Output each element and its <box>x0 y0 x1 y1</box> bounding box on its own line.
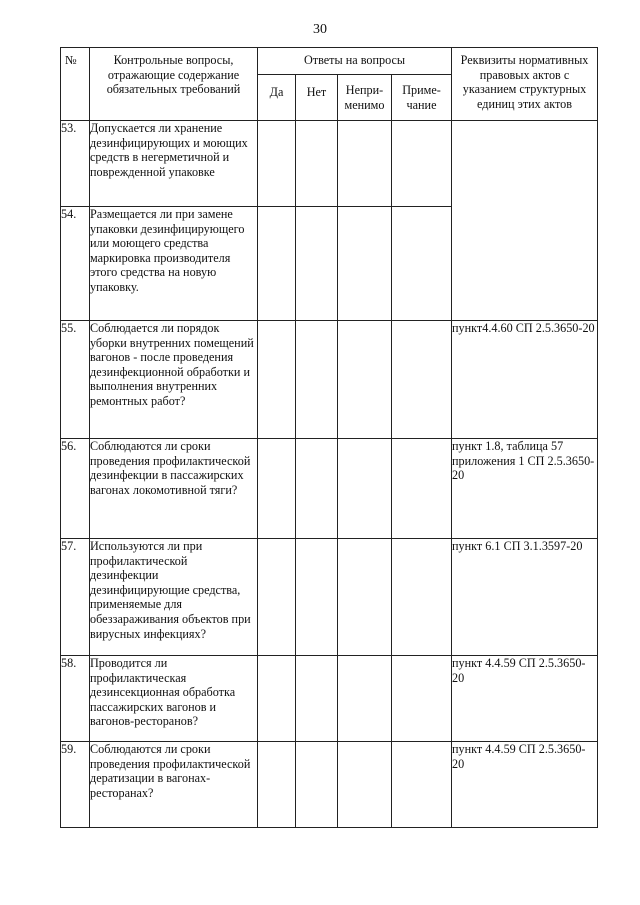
answer-note-cell[interactable] <box>392 439 452 539</box>
row-number: 59. <box>61 742 90 828</box>
row-reference: пункт 4.4.59 СП 2.5.3650-20 <box>452 742 598 828</box>
row-question: Проводится ли профилактическая дезинсекционная обработка пассажирских вагонов и вагонов-ресторанов? <box>90 656 258 742</box>
page-number: 30 <box>313 22 327 37</box>
answer-note-cell[interactable] <box>392 121 452 207</box>
row-number: 54. <box>61 207 90 321</box>
answer-note-cell[interactable] <box>392 656 452 742</box>
row-reference: пункт4.4.60 СП 2.5.3650-20 <box>452 321 598 439</box>
row-question: Соблюдается ли порядок уборки внутренних помещений вагонов - после проведения дезинфекционной обработки и выполнения внутренних ремонтных работ? <box>90 321 258 439</box>
row-question: Соблюдаются ли сроки проведения профилактической дезинфекции в пассажирских вагонах локомотивной тяги? <box>90 439 258 539</box>
answer-not-applicable-cell[interactable] <box>338 121 392 207</box>
answer-no-cell[interactable] <box>296 321 338 439</box>
answer-note-cell[interactable] <box>392 742 452 828</box>
answer-not-applicable-cell[interactable] <box>338 742 392 828</box>
answer-no-cell[interactable] <box>296 439 338 539</box>
answer-no-cell[interactable] <box>296 742 338 828</box>
answer-no-cell[interactable] <box>296 539 338 656</box>
answer-no-cell[interactable] <box>296 121 338 207</box>
row-reference: пункт 4.4.59 СП 2.5.3650-20 <box>452 656 598 742</box>
table-row <box>61 656 598 742</box>
answer-yes-cell[interactable] <box>258 539 296 656</box>
answer-yes-cell[interactable] <box>258 121 296 207</box>
answer-no-cell[interactable] <box>296 207 338 321</box>
answer-not-applicable-cell[interactable] <box>338 656 392 742</box>
row-reference: пункт 1.8, таблица 57 приложения 1 СП 2.5.3650-20 <box>452 439 598 539</box>
table-row <box>61 539 598 656</box>
row-number: 53. <box>61 121 90 207</box>
row-question: Соблюдаются ли сроки проведения профилактической дератизации в вагонах-ресторанах? <box>90 742 258 828</box>
checklist-table <box>60 47 598 828</box>
answer-not-applicable-cell[interactable] <box>338 439 392 539</box>
answer-note-cell[interactable] <box>392 207 452 321</box>
header-answer-no: Нет <box>296 75 338 121</box>
answer-note-cell[interactable] <box>392 539 452 656</box>
row-reference <box>452 121 598 321</box>
header-answers: Ответы на вопросы <box>258 48 452 75</box>
header-answer-not-applicable: Непри-менимо <box>338 75 392 121</box>
answer-not-applicable-cell[interactable] <box>338 321 392 439</box>
header-number: № <box>61 48 90 121</box>
table-row <box>61 321 598 439</box>
answer-yes-cell[interactable] <box>258 656 296 742</box>
answer-yes-cell[interactable] <box>258 321 296 439</box>
row-number: 57. <box>61 539 90 656</box>
header-requisites: Реквизиты нормативных правовых актов с указанием структурных единиц этих актов <box>452 48 598 121</box>
answer-no-cell[interactable] <box>296 656 338 742</box>
answer-yes-cell[interactable] <box>258 207 296 321</box>
answer-yes-cell[interactable] <box>258 742 296 828</box>
header-answer-yes: Да <box>258 75 296 121</box>
row-question: Размещается ли при замене упаковки дезинфицирующего или моющего средства маркировка производителя этого средства на новую упаковку. <box>90 207 258 321</box>
header-answer-note: Приме-чание <box>392 75 452 121</box>
answer-note-cell[interactable] <box>392 321 452 439</box>
row-number: 56. <box>61 439 90 539</box>
row-question: Используются ли при профилактической дезинфекции дезинфицирующие средства, применяемые для обеззараживания объектов при вирусных инфекциях? <box>90 539 258 656</box>
header-questions: Контрольные вопросы, отражающие содержание обязательных требований <box>90 48 258 121</box>
answer-not-applicable-cell[interactable] <box>338 539 392 656</box>
table-row <box>61 121 598 207</box>
row-question: Допускается ли хранение дезинфицирующих и моющих средств в негерметичной и поврежденной упаковке <box>90 121 258 207</box>
header-row <box>61 48 598 75</box>
answer-not-applicable-cell[interactable] <box>338 207 392 321</box>
row-number: 58. <box>61 656 90 742</box>
row-number: 55. <box>61 321 90 439</box>
row-reference: пункт 6.1 СП 3.1.3597-20 <box>452 539 598 656</box>
table-row <box>61 439 598 539</box>
table-row <box>61 742 598 828</box>
answer-yes-cell[interactable] <box>258 439 296 539</box>
